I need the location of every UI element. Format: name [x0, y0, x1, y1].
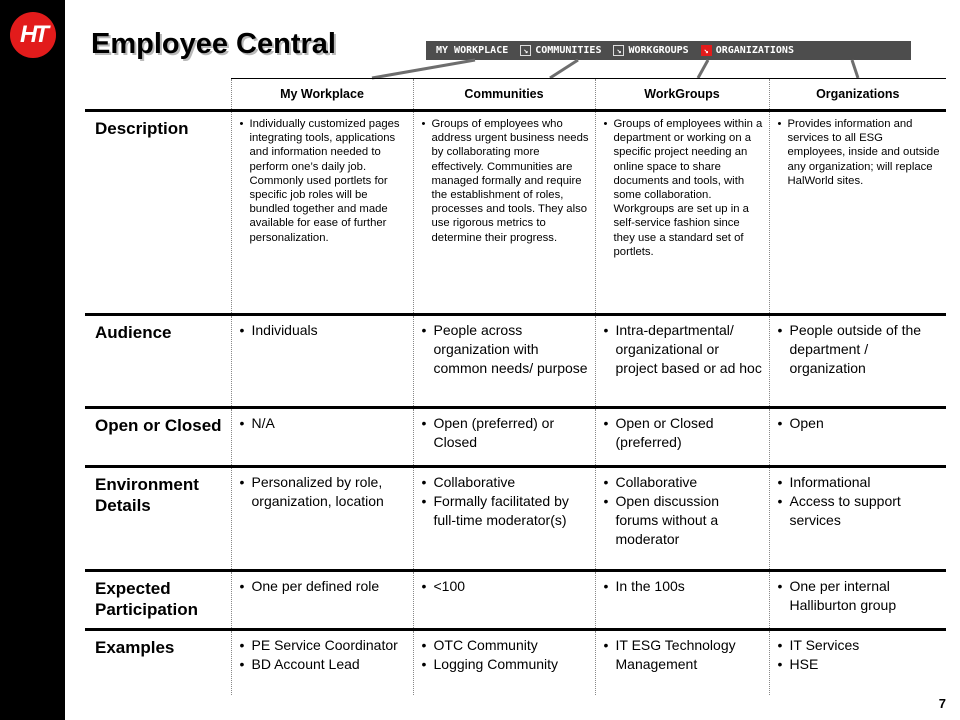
row-header: Audience [85, 315, 231, 408]
table-row-audience [85, 315, 946, 408]
table-cell [769, 467, 946, 571]
nav-label: COMMUNITIES [535, 45, 602, 56]
connector-line [852, 60, 858, 78]
bullet-item: • In the 100s [604, 577, 763, 596]
bullet-item: • Provides information and services to all ESG employees, inside and outside any organization; will replace HalWorld sites. [778, 117, 941, 188]
table-cell [413, 467, 595, 571]
table-cell [769, 315, 946, 408]
bullet-item: • Individuals [240, 321, 407, 340]
table-cell [595, 408, 769, 467]
connector-line [372, 60, 475, 78]
table-cell [231, 630, 413, 695]
table-cell [231, 111, 413, 315]
bullet-item: • Personalized by role, organization, location [240, 473, 407, 511]
row-header: Expected Participation [85, 571, 231, 630]
table-cell [231, 571, 413, 630]
table-cell [769, 408, 946, 467]
table-cell [231, 467, 413, 571]
bullet-item: • Open or Closed (preferred) [604, 414, 763, 452]
bullet-item: • Formally facilitated by full-time moderator(s) [422, 492, 589, 530]
bullet-item: • Logging Community [422, 655, 589, 674]
table-cell [595, 315, 769, 408]
table-row-open-closed [85, 408, 946, 467]
table-cell [413, 408, 595, 467]
table-cell [769, 111, 946, 315]
row-header: Examples [95, 638, 175, 657]
corner-cell [85, 79, 231, 111]
column-header-communities: Communities [413, 79, 595, 111]
table-cell [595, 630, 769, 695]
table-cell [413, 315, 595, 408]
row-header: Description [85, 111, 231, 315]
bullet-item: • Open discussion forums without a moderator [604, 492, 763, 549]
bullet-item: • Intra-departmental/ organizational or project based or ad hoc [604, 321, 763, 378]
row-header: Open or Closed [85, 408, 231, 467]
bullet-item: • Open (preferred) or Closed [422, 414, 589, 452]
table-cell [769, 571, 946, 630]
header-row [85, 79, 946, 111]
arrow-box-icon: ↘ [520, 45, 531, 56]
nav-label: WORKGROUPS [628, 45, 689, 56]
page-number: 7 [938, 696, 946, 711]
table-cell [413, 111, 595, 315]
bullet-item: • Informational [778, 473, 941, 492]
bullet-item: • Access to support services [778, 492, 941, 530]
bullet-item: • Groups of employees within a department or working on a specific project needing an online space to share documents and tools, with some collaboration. Workgroups are set up in a self-service fashion since they use a standard set of portlets. [604, 117, 763, 259]
bullet-item: • People across organization with common needs/ purpose [422, 321, 589, 378]
bullet-item: • Open [778, 414, 941, 433]
bullet-item: • N/A [240, 414, 407, 433]
bullet-item: • Collaborative [422, 473, 589, 492]
connector-line [550, 60, 578, 78]
bullet-item: • BD Account Lead [240, 655, 407, 674]
connector-line [698, 60, 708, 78]
table-cell [595, 111, 769, 315]
bullet-item: • One per internal Halliburton group [778, 577, 941, 615]
table-cell [595, 467, 769, 571]
table-row-environment-details [85, 467, 946, 571]
table-cell [769, 630, 946, 695]
bullet-item: • HSE [778, 655, 941, 674]
table-cell [595, 571, 769, 630]
bullet-item: • <100 [422, 577, 589, 596]
table-cell [413, 630, 595, 695]
column-header-organizations: Organizations [769, 79, 946, 111]
comparison-table [85, 78, 946, 695]
column-header-workgroups: WorkGroups [595, 79, 769, 111]
bullet-item: • Collaborative [604, 473, 763, 492]
bullet-item: • IT ESG Technology Management [604, 636, 763, 674]
table-row-description [85, 111, 946, 315]
arrow-box-icon: ↘ [613, 45, 624, 56]
bullet-item: • One per defined role [240, 577, 407, 596]
table-cell [231, 408, 413, 467]
table-cell [413, 571, 595, 630]
bullet-item: • Individually customized pages integrating tools, applications and information needed to perform one’s daily job. Commonly used portlets for specific job roles will be bundled together and made available for ease of further personalization. [240, 117, 407, 245]
table-cell [231, 315, 413, 408]
column-header-my-workplace: My Workplace [231, 79, 413, 111]
connector-lines [0, 0, 960, 90]
page-title: Employee Central [91, 28, 336, 60]
bullet-item: • IT Services [778, 636, 941, 655]
bullet-item: • PE Service Coordinator [240, 636, 407, 655]
nav-label: ORGANIZATIONS [715, 45, 794, 56]
comparison-table-wrap [85, 78, 946, 695]
bullet-item: • Groups of employees who address urgent business needs by collaborating more effectively. Communities are managed formally and require the establishment of roles, processes and tools. They also use rigorous metrics to determine their progress. [422, 117, 589, 245]
table-row-expected-participation [85, 571, 946, 630]
logo-text: HT [20, 21, 46, 48]
left-sidebar [0, 0, 65, 720]
bullet-item: • People outside of the department / organization [778, 321, 941, 378]
bullet-item: • OTC Community [422, 636, 589, 655]
arrow-box-icon-active: ↘ [701, 45, 712, 56]
table-row-examples [85, 630, 946, 695]
nav-label: MY WORKPLACE [436, 45, 509, 56]
row-header: Environment Details [85, 467, 231, 571]
